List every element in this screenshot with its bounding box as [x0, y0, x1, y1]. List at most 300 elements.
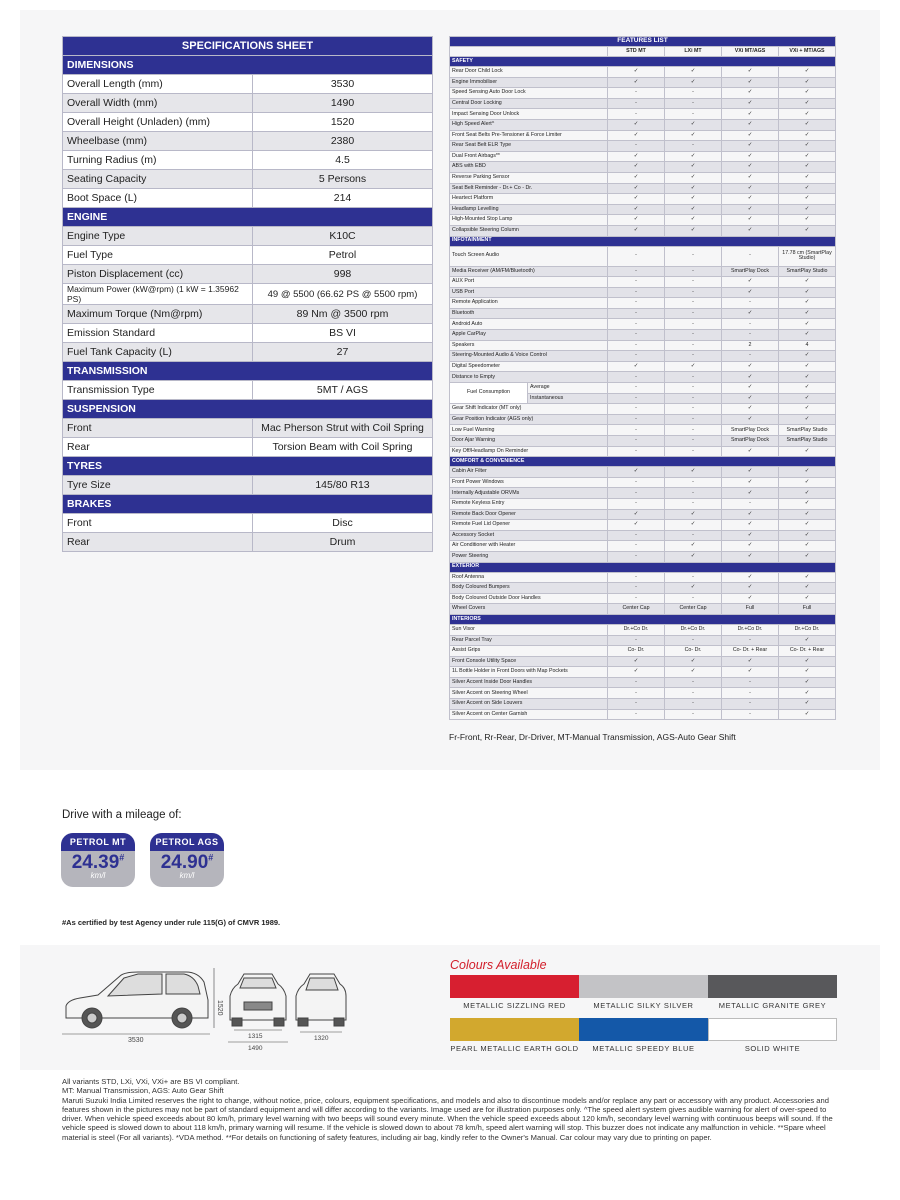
feature-value: SmartPlay Dock: [722, 425, 779, 436]
spec-row: [63, 246, 433, 265]
feature-label: Touch Screen Audio: [450, 246, 608, 266]
feature-value: -: [722, 688, 779, 699]
feature-row: [450, 498, 836, 509]
length-label: 3530: [128, 1037, 144, 1044]
feature-row: [450, 340, 836, 351]
feature-label: Front Console Utility Space: [450, 656, 608, 667]
feature-row: [450, 162, 836, 173]
badge-value: 24.90#: [160, 852, 214, 873]
feature-value: -: [608, 688, 665, 699]
spec-row: [63, 75, 433, 94]
feature-value: -: [665, 266, 722, 277]
feature-value: ✓: [779, 551, 836, 562]
spec-row: [63, 381, 433, 400]
feature-value: -: [608, 383, 665, 394]
feature-value: ✓: [665, 204, 722, 215]
feature-row: [450, 404, 836, 415]
feature-row: [450, 656, 836, 667]
feature-value: ✓: [779, 467, 836, 478]
feature-value: ✓: [779, 372, 836, 383]
feature-value: ✓: [608, 130, 665, 141]
feature-row: [450, 298, 836, 309]
feature-value: -: [665, 109, 722, 120]
feature-value: ✓: [722, 130, 779, 141]
feature-value: ✓: [665, 215, 722, 226]
spec-row: [63, 284, 433, 305]
disclaimer-line: Maruti Suzuki India Limited reserves the right to change, without notice, price, colours, equipment specifications, and models and also to discontinue models and/or replace any part or accessory with any product. Accessories and features shown in the pictures may not be part of standard equipment and will differ according to the variants. Image used are for illustration purposes only. ^The speed alert system gives audible warning for alert of over-speed to driver. When vehicle speed exceeds about 80 km/h, primary level warning with two beeps will sound every minute. When the vehicle speed exceeds about 120 km/h, secondary level warning with continuous beeps will sound. If the vehicle speed is slowed down to about 118 km/h, primary warning will resume. If the vehicle is slowed down to about 78 km/h, speed alert warning will stop. This buzzer does not indicate any malfunction in vehicle. **Spare wheel material is steel (For all variants). *VDA method. **For details on functioning of safety features, including air bag, kindly refer to the Owner's Manual. Car colour may vary due to printing on paper.: [62, 1095, 833, 1142]
spec-value: K10C: [253, 227, 433, 246]
feature-value: -: [665, 572, 722, 583]
feature-label: Remote Fuel Lid Opener: [450, 520, 608, 531]
feature-value: -: [665, 593, 722, 604]
colour-name: METALLIC GRANITE GREY: [718, 1001, 827, 1010]
spec-row: [63, 419, 433, 438]
spec-value: 89 Nm @ 3500 rpm: [253, 305, 433, 324]
feature-value: ✓: [665, 77, 722, 88]
feature-label: Speed Sensing Auto Door Lock: [450, 88, 608, 99]
feature-value: SmartPlay Studio: [779, 436, 836, 447]
feature-value: -: [608, 287, 665, 298]
feature-value: -: [665, 287, 722, 298]
feature-value: -: [608, 330, 665, 341]
disclaimer-line: MT: Manual Transmission, AGS: Auto Gear Shift: [62, 1086, 224, 1096]
feature-value: ✓: [779, 677, 836, 688]
spec-row: [63, 514, 433, 533]
feature-label: Roof Antenna: [450, 572, 608, 583]
mileage-badge-petrol-mt: [61, 833, 135, 887]
feature-value: -: [722, 709, 779, 720]
feature-value: -: [608, 635, 665, 646]
feature-row: [450, 246, 836, 266]
feature-value: ✓: [722, 414, 779, 425]
feature-row: [450, 308, 836, 319]
feature-value: 2: [722, 340, 779, 351]
feature-label: Remote Keyless Entry: [450, 498, 608, 509]
feature-value: ✓: [665, 172, 722, 183]
feature-value: -: [665, 488, 722, 499]
feature-row: [450, 709, 836, 720]
feature-value: ✓: [722, 151, 779, 162]
spec-label: Wheelbase (mm): [63, 132, 253, 151]
feature-value: ✓: [665, 509, 722, 520]
feature-value: ✓: [779, 172, 836, 183]
feature-value: -: [665, 330, 722, 341]
feature-value: -: [665, 709, 722, 720]
variant-column-header: VXi + MT/AGS: [779, 47, 836, 57]
feature-value: -: [665, 277, 722, 288]
feature-value: 4: [779, 340, 836, 351]
feature-label: Silver Accent on Steering Wheel: [450, 688, 608, 699]
feature-value: -: [665, 319, 722, 330]
feature-label: Rear Door Child Lock: [450, 67, 608, 78]
feature-value: SmartPlay Studio: [779, 266, 836, 277]
feature-label: Body Coloured Outside Door Handles: [450, 593, 608, 604]
feature-value: ✓: [665, 225, 722, 236]
feature-value: -: [608, 699, 665, 710]
spec-value: 49 @ 5500 (66.62 PS @ 5500 rpm): [253, 284, 433, 305]
feature-value: -: [608, 551, 665, 562]
feature-row: [450, 361, 836, 372]
feature-value: ✓: [665, 194, 722, 205]
spec-row: [63, 132, 433, 151]
feature-label: Low Fuel Warning: [450, 425, 608, 436]
car-rear-view: [296, 974, 346, 1032]
spec-value: Drum: [253, 533, 433, 552]
feature-value: ✓: [722, 404, 779, 415]
features-table: [449, 36, 836, 720]
feature-label: Wheel Covers: [450, 604, 608, 615]
feature-value: -: [665, 699, 722, 710]
feature-row: [450, 699, 836, 710]
car-front-view: [228, 974, 288, 1042]
feature-value: -: [608, 404, 665, 415]
feature-value: ✓: [779, 67, 836, 78]
feature-row: [450, 77, 836, 88]
spec-label: Seating Capacity: [63, 170, 253, 189]
colour-swatch: [450, 1018, 579, 1041]
feature-label: Door Ajar Warning: [450, 436, 608, 447]
spec-label: Fuel Type: [63, 246, 253, 265]
feature-value: -: [608, 488, 665, 499]
feature-value: ✓: [665, 667, 722, 678]
feature-value: -: [608, 88, 665, 99]
feature-value: ✓: [779, 509, 836, 520]
feature-row: [450, 667, 836, 678]
feature-value: ✓: [665, 583, 722, 594]
disclaimer-line: All variants STD, LXi, VXi, VXi+ are BS VI compliant.: [62, 1077, 240, 1086]
spec-row: [63, 438, 433, 457]
feature-value: ✓: [608, 194, 665, 205]
feature-value: -: [608, 530, 665, 541]
feature-value: ✓: [779, 308, 836, 319]
feature-label: Assist Grips: [450, 646, 608, 657]
feature-section-name: COMFORT & CONVENIENCE: [450, 457, 836, 467]
feature-row: [450, 319, 836, 330]
feature-value: ✓: [779, 141, 836, 152]
feature-value: ✓: [779, 530, 836, 541]
colour-swatch: [708, 975, 837, 998]
feature-value: ✓: [722, 446, 779, 457]
spec-row: [63, 227, 433, 246]
feature-label: Silver Accent on Side Louvers: [450, 699, 608, 710]
feature-row: [450, 204, 836, 215]
feature-row: [450, 287, 836, 298]
spec-value: 27: [253, 343, 433, 362]
feature-row: [450, 509, 836, 520]
feature-value: ✓: [779, 98, 836, 109]
feature-row: [450, 467, 836, 478]
feature-value: ✓: [608, 361, 665, 372]
spec-value: Disc: [253, 514, 433, 533]
feature-value: -: [608, 572, 665, 583]
feature-value: ✓: [779, 77, 836, 88]
section-name: SUSPENSION: [63, 400, 433, 419]
badge-label: PETROL AGS: [150, 833, 224, 851]
feature-value: ✓: [779, 151, 836, 162]
features-title-row: [450, 37, 836, 47]
feature-row: [450, 551, 836, 562]
feature-value: -: [722, 498, 779, 509]
feature-value: -: [722, 298, 779, 309]
spec-label: Transmission Type: [63, 381, 253, 400]
feature-row: [450, 530, 836, 541]
spec-label: Turning Radius (m): [63, 151, 253, 170]
feature-value: ✓: [722, 98, 779, 109]
feature-value: ✓: [722, 88, 779, 99]
feature-section-name: EXTERIOR: [450, 562, 836, 572]
feature-value: -: [665, 141, 722, 152]
feature-label: Remote Back Door Opener: [450, 509, 608, 520]
feature-value: -: [665, 372, 722, 383]
feature-value: ✓: [665, 541, 722, 552]
feature-section-header: [450, 614, 836, 624]
certification-note: #As certified by test Agency under rule 115(G) of CMVR 1989.: [62, 918, 281, 927]
feature-value: 17.78 cm (SmartPlay Studio): [779, 246, 836, 266]
feature-value: ✓: [608, 119, 665, 130]
feature-row: [450, 425, 836, 436]
feature-row: [450, 572, 836, 583]
feature-row: [450, 151, 836, 162]
feature-label: Remote Application: [450, 298, 608, 309]
feature-value: -: [665, 436, 722, 447]
feature-value: -: [608, 319, 665, 330]
features-title: FEATURES LIST: [450, 37, 836, 47]
feature-row: [450, 183, 836, 194]
feature-value: -: [608, 246, 665, 266]
feature-value: -: [722, 330, 779, 341]
feature-value: ✓: [779, 393, 836, 404]
feature-value: ✓: [779, 635, 836, 646]
feature-value: -: [608, 498, 665, 509]
section-header: [63, 495, 433, 514]
feature-value: SmartPlay Studio: [779, 425, 836, 436]
spec-label: Rear: [63, 533, 253, 552]
feature-value: ✓: [722, 141, 779, 152]
spec-label: Front: [63, 419, 253, 438]
colour-name: PEARL METALLIC EARTH GOLD: [450, 1044, 579, 1053]
feature-value: ✓: [779, 277, 836, 288]
feature-value: -: [665, 414, 722, 425]
feature-value: Full: [779, 604, 836, 615]
feature-value: ✓: [608, 520, 665, 531]
feature-section-name: INFOTAINMENT: [450, 236, 836, 246]
feature-value: ✓: [608, 204, 665, 215]
section-name: TYRES: [63, 457, 433, 476]
feature-value: -: [608, 308, 665, 319]
feature-value: -: [608, 372, 665, 383]
spec-row: [63, 189, 433, 208]
feature-label: 1L Bottle Holder in Front Doors with Map Pockets: [450, 667, 608, 678]
feature-value: ✓: [779, 520, 836, 531]
feature-label: Apple CarPlay: [450, 330, 608, 341]
feature-label: Distance to Empty: [450, 372, 608, 383]
feature-value: -: [608, 593, 665, 604]
feature-value: ✓: [722, 162, 779, 173]
spec-value: 145/80 R13: [253, 476, 433, 495]
feature-value: ✓: [665, 361, 722, 372]
feature-value: SmartPlay Dock: [722, 436, 779, 447]
feature-section-name: INTERIORS: [450, 614, 836, 624]
feature-value: ✓: [722, 204, 779, 215]
feature-row: [450, 488, 836, 499]
spec-label: Boot Space (L): [63, 189, 253, 208]
feature-label: Key Off/Headlamp On Reminder: [450, 446, 608, 457]
spec-label: Fuel Tank Capacity (L): [63, 343, 253, 362]
feature-value: ✓: [722, 287, 779, 298]
feature-label: Internally Adjustable ORVMs: [450, 488, 608, 499]
feature-value: -: [665, 635, 722, 646]
feature-value: -: [722, 635, 779, 646]
spec-row: [63, 476, 433, 495]
feature-value: ✓: [779, 298, 836, 309]
variant-column-header: LXi MT: [665, 47, 722, 57]
feature-label: Cabin Air Filter: [450, 467, 608, 478]
feature-value: ✓: [722, 593, 779, 604]
feature-sublabel: Average: [528, 383, 608, 394]
feature-value: -: [665, 88, 722, 99]
feature-row: [450, 635, 836, 646]
feature-value: ✓: [722, 477, 779, 488]
feature-label: Seat Belt Reminder - Dr.+ Co - Dr.: [450, 183, 608, 194]
specs-title-row: [63, 37, 433, 56]
feature-value: ✓: [779, 225, 836, 236]
feature-label: High Speed Alert^: [450, 119, 608, 130]
feature-value: -: [665, 498, 722, 509]
feature-label: Central Door Locking: [450, 98, 608, 109]
feature-value: ✓: [722, 530, 779, 541]
feature-value: -: [608, 351, 665, 362]
feature-value: ✓: [665, 119, 722, 130]
feature-value: -: [608, 109, 665, 120]
feature-value: Co- Dr. + Rear: [779, 646, 836, 657]
feature-row: [450, 383, 836, 394]
feature-value: ✓: [665, 656, 722, 667]
feature-row: [450, 109, 836, 120]
feature-row: [450, 130, 836, 141]
feature-label: Android Auto: [450, 319, 608, 330]
feature-value: ✓: [722, 520, 779, 531]
feature-value: -: [665, 246, 722, 266]
colour-swatch: [579, 1018, 708, 1041]
feature-row: [450, 98, 836, 109]
feature-label: Accessory Socket: [450, 530, 608, 541]
feature-value: ✓: [779, 330, 836, 341]
spec-label: Rear: [63, 438, 253, 457]
feature-value: ✓: [779, 656, 836, 667]
feature-value: ✓: [779, 351, 836, 362]
feature-value: -: [608, 541, 665, 552]
spec-row: [63, 265, 433, 284]
feature-value: ✓: [779, 688, 836, 699]
section-header: [63, 362, 433, 381]
feature-value: -: [665, 530, 722, 541]
height-label: 1520: [216, 1000, 223, 1016]
feature-value: -: [722, 319, 779, 330]
feature-value: ✓: [722, 656, 779, 667]
feature-value: -: [608, 583, 665, 594]
feature-value: -: [722, 351, 779, 362]
spec-label: Tyre Size: [63, 476, 253, 495]
feature-section-header: [450, 57, 836, 67]
feature-row: [450, 330, 836, 341]
feature-label: Front Seat Belts Pre-Tensioner & Force Limiter: [450, 130, 608, 141]
feature-value: ✓: [608, 656, 665, 667]
feature-row: [450, 436, 836, 447]
feature-value: ✓: [608, 509, 665, 520]
colour-name: METALLIC SILKY SILVER: [593, 1001, 694, 1010]
feature-value: ✓: [779, 709, 836, 720]
spec-label: Overall Length (mm): [63, 75, 253, 94]
feature-value: -: [665, 677, 722, 688]
spec-row: [63, 343, 433, 362]
feature-value: -: [665, 404, 722, 415]
feature-row: [450, 215, 836, 226]
spec-value: 214: [253, 189, 433, 208]
badge-label: PETROL MT: [61, 833, 135, 851]
feature-value: ✓: [608, 467, 665, 478]
feature-label: Media Receiver (AM/FM/Bluetooth): [450, 266, 608, 277]
feature-value: ✓: [779, 287, 836, 298]
feature-value: ✓: [608, 225, 665, 236]
feature-value: -: [722, 677, 779, 688]
feature-value: -: [608, 709, 665, 720]
feature-value: ✓: [722, 308, 779, 319]
spec-label: Maximum Torque (Nm@rpm): [63, 305, 253, 324]
feature-row: [450, 266, 836, 277]
feature-value: ✓: [779, 119, 836, 130]
feature-value: -: [665, 393, 722, 404]
feature-value: ✓: [779, 383, 836, 394]
feature-value: ✓: [722, 541, 779, 552]
feature-value: Full: [722, 604, 779, 615]
colour-swatch: [708, 1018, 837, 1041]
feature-label: Bluetooth: [450, 308, 608, 319]
spec-value: 1490: [253, 94, 433, 113]
feature-value: ✓: [779, 361, 836, 372]
feature-value: ✓: [665, 67, 722, 78]
feature-value: ✓: [608, 183, 665, 194]
feature-value: ✓: [779, 488, 836, 499]
feature-value: Dr.+Co Dr.: [722, 624, 779, 635]
feature-label: Power Steering: [450, 551, 608, 562]
feature-value: ✓: [722, 383, 779, 394]
feature-value: -: [665, 383, 722, 394]
spec-value: BS VI: [253, 324, 433, 343]
feature-value: ✓: [608, 77, 665, 88]
feature-value: ✓: [722, 194, 779, 205]
feature-value: ✓: [722, 583, 779, 594]
feature-value: -: [608, 414, 665, 425]
spec-row: [63, 324, 433, 343]
feature-row: [450, 67, 836, 78]
feature-row: [450, 604, 836, 615]
spec-label: Overall Width (mm): [63, 94, 253, 113]
spec-value: 1520: [253, 113, 433, 132]
spec-row: [63, 151, 433, 170]
feature-value: -: [665, 308, 722, 319]
feature-value: ✓: [779, 477, 836, 488]
feature-row: [450, 624, 836, 635]
feature-value: ✓: [722, 67, 779, 78]
feature-row: [450, 688, 836, 699]
feature-value: ✓: [722, 119, 779, 130]
feature-value: ✓: [779, 583, 836, 594]
feature-value: ✓: [779, 541, 836, 552]
feature-label: Collapsible Steering Column: [450, 225, 608, 236]
feature-value: -: [608, 477, 665, 488]
feature-value: SmartPlay Dock: [722, 266, 779, 277]
feature-row: [450, 520, 836, 531]
